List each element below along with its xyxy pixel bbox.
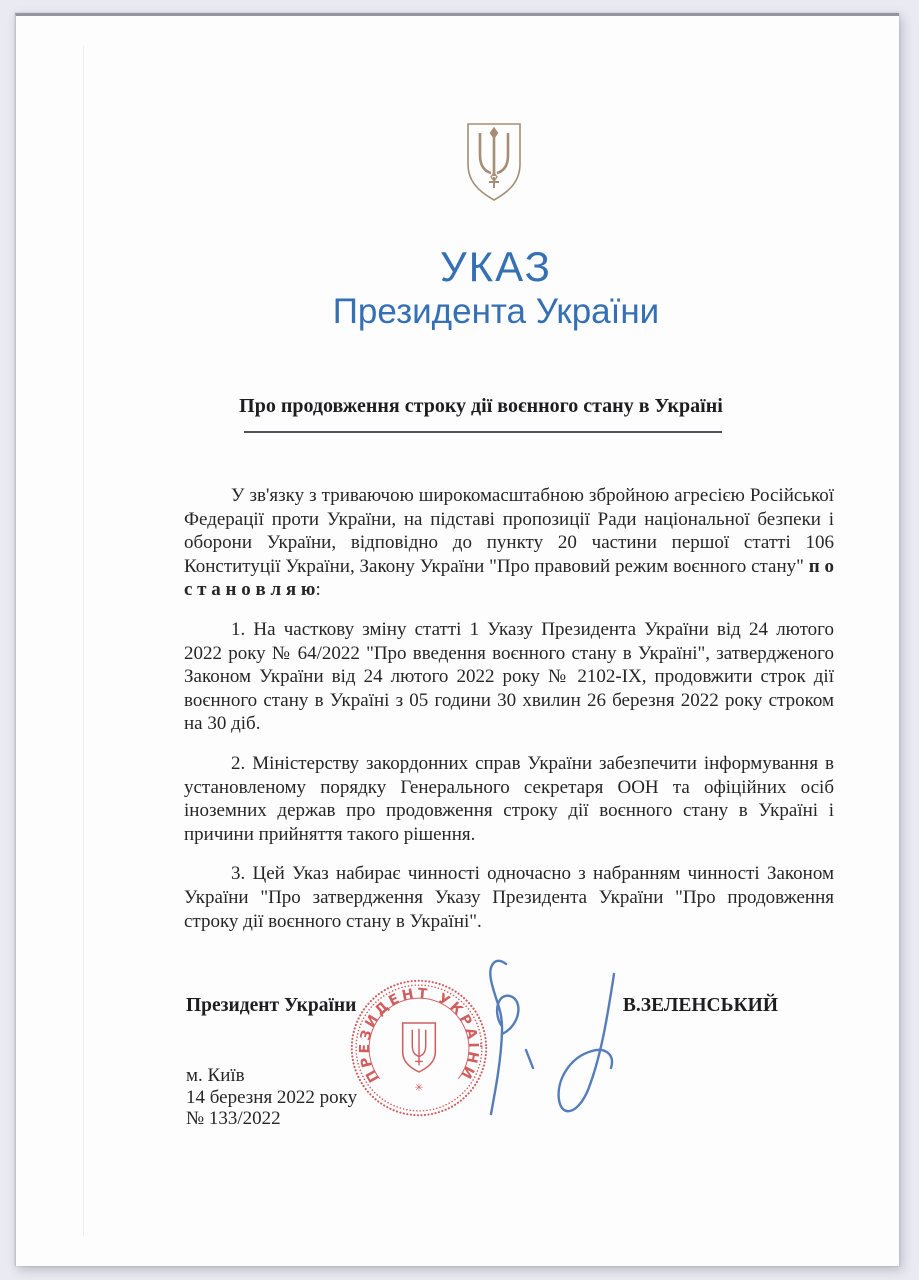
decree-body xyxy=(184,484,834,949)
date: 14 березня 2022 року xyxy=(186,1086,358,1108)
decree-heading-line2: Президента України xyxy=(332,292,660,331)
handwritten-signature xyxy=(468,954,618,1134)
decree-heading-line1: УКАЗ xyxy=(439,243,553,290)
place: м. Київ xyxy=(186,1065,245,1086)
signer-name: В.ЗЕЛЕНСЬКИЙ xyxy=(622,995,778,1016)
decree-item-3: 3. Цей Указ набирає чинності одночасно з набранням чинності Законом України "Про затвердження Указу Президента України "Про продовження строку дії воєнного стану в Україні". xyxy=(184,863,834,932)
signer-title: Президент України xyxy=(186,995,357,1016)
decree-number: № 133/2022 xyxy=(186,1108,281,1129)
title-underline xyxy=(244,431,722,433)
stamp-ring-text: ПРЕЗИДЕНТ УКРАЇНИ xyxy=(356,985,482,1085)
place-date-block xyxy=(186,1065,357,1130)
decree-item-2: 2. Міністерству закордонних справ України забезпечити інформування в установленому порядку Генерального секретаря ООН та офіційних осіб іноземних держав про продовження строку дії воєнного стану в Україні і причини прийняття такого рішення. xyxy=(184,752,834,845)
intro-colon: : xyxy=(315,579,321,601)
intro-paragraph xyxy=(184,484,834,602)
decree-title: Про продовження строку дії воєнного стану в Україні xyxy=(239,395,723,417)
tryzub-shield-icon xyxy=(463,120,525,204)
stamp-rosette-icon: ✳ xyxy=(414,1082,424,1095)
intro-text: У зв'язку з триваючою широкомасштабною збройною агресією Російської Федерації проти України, на підставі пропозиції Ради національної безпеки і оборони України, відповідно до пункту 20 частини першої статті 106 Конституції України, Закону України "Про правовий режим воєнного стану" xyxy=(184,485,834,577)
paper-fold-line xyxy=(83,46,84,1236)
decree-word: п о с т а н о в л я ю xyxy=(184,555,834,601)
decree-page xyxy=(15,13,899,1266)
decree-item-1: 1. На часткову зміну статті 1 Указу Президента України від 24 лютого 2022 року № 64/2022 "Про введення воєнного стану в Україні", затвердженого Законом України від 24 лютого 2022 року № 2102-ІХ, продовжити строк дії воєнного стану в Україні з 05 години 30 хвилин 26 березня 2022 року строком на 30 діб. xyxy=(184,618,834,735)
decree-heading xyxy=(156,244,836,334)
